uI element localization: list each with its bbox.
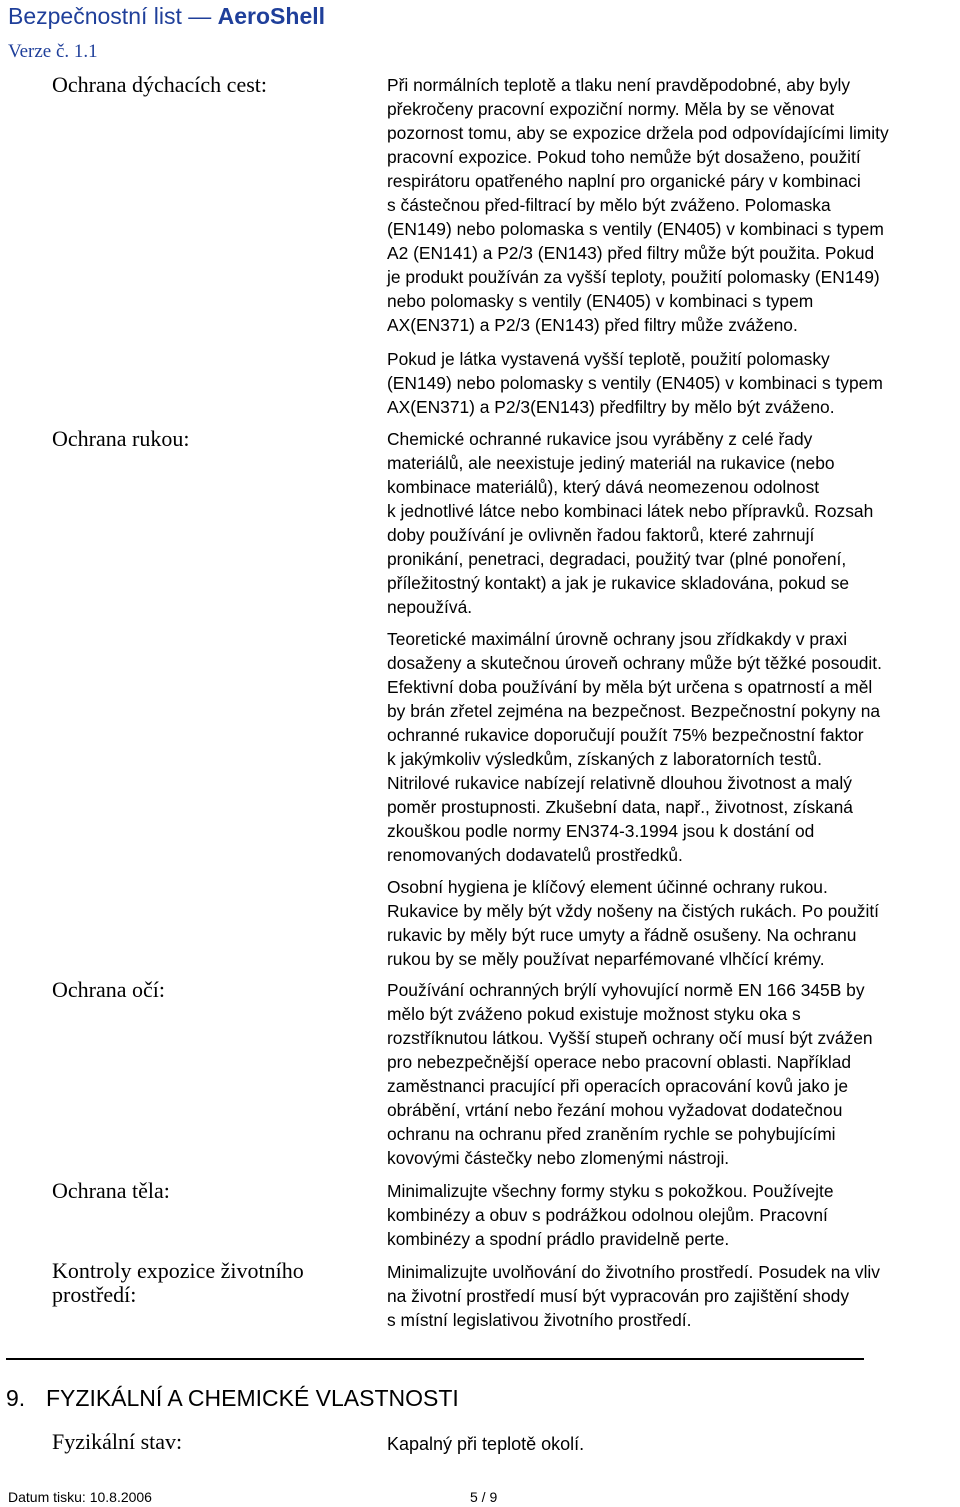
text-line: je produkt používán za vyšší teploty, použití polomasky (EN149) [387,267,880,287]
text-line: na životní prostředí musí být vypracován pro zajištění shody [387,1286,850,1306]
text-line: překročeny pracovní expoziční normy. Měla by se věnovat [387,99,835,119]
text-line: AX(EN371) a P2/3(EN143) předfiltry by mělo být zváženo. [387,397,835,417]
text-line: Minimalizujte uvolňování do životního prostředí. Posudek na vliv [387,1262,880,1282]
text-line: doby používání je ovlivněn řadou faktorů, které zahrnují [387,525,815,545]
text-line: rukavic by měly být ruce umyty a řádně osušeny. Na ochranu [387,925,857,945]
text-line: dosaženy a skutečnou úroveň ochrany může být těžké posoudit. [387,653,882,673]
section-number: 9. [6,1385,26,1411]
section-divider [6,1358,864,1360]
text-line: příležitostný kontakt) a jak je rukavice skladována, pokud se [387,573,850,593]
text-line: pozornost tomu, aby se expozice držela pod odpovídajícími limity [387,123,889,143]
text-line: zkouškou podle normy EN374-3.1994 jsou k dostání od [387,821,815,841]
text-line: pracovní expozice. Pokud toho nemůže být dosaženo, použití [387,147,861,167]
text-line: k jednotlivé látce nebo kombinaci látek nebo přípravků. Rozsah [387,501,874,521]
text-line: Osobní hygiena je klíčový element účinné ochrany rukou. [387,877,828,897]
section-title: FYZIKÁLNÍ A CHEMICKÉ VLASTNOSTI [46,1385,459,1411]
hand-protection-label: Ochrana rukou: [52,426,190,451]
page-number: 5 / 9 [470,1489,498,1505]
section-9-heading [6,1384,459,1412]
text-line: rukou by se měly používat neparfémované vlhčící krémy. [387,949,825,969]
hand-protection-text [387,427,959,619]
physical-state-value: Kapalný při teplotě okolí. [387,1434,585,1454]
environmental-controls-text [387,1260,959,1332]
label-line: prostředí: [52,1282,137,1307]
text-line: Používání ochranných brýlí vyhovující normě EN 166 345B by [387,980,865,1000]
respiratory-paragraph-1 [387,73,959,337]
text-line: (EN149) nebo polomaska s ventily (EN405) v kombinaci s typem [387,219,884,239]
text-line: Nitrilové rukavice nabízejí relativně dlouhou životnost a malý [387,773,852,793]
respiratory-protection-text-2 [387,347,959,419]
hand-protection-text-3 [387,875,959,971]
body-protection-text [387,1179,959,1251]
text-line: s částečnou před-filtrací by mělo být zváženo. Polomaska [387,195,831,215]
text-line: kombinézy a obuv s podrážkou odolnou olejům. Pracovní [387,1205,828,1225]
respiratory-protection-label: Ochrana dýchacích cest: [52,72,267,97]
text-line: Teoretické maximální úrovně ochrany jsou zřídkakdy v praxi [387,629,848,649]
text-line: AX(EN371) a P2/3 (EN143) před filtry může zváženo. [387,315,798,335]
eye-protection-label: Ochrana očí: [52,977,165,1002]
text-line: rozstříknutou látkou. Vyšší stupeň ochrany očí musí být zvážen [387,1028,873,1048]
text-line: obrábění, vrtání nebo řezání mohou vyžadovat dodatečnou [387,1100,843,1120]
brand-name: AeroShell [217,3,326,29]
text-line: nepoužívá. [387,597,473,617]
text-line: kovovými částečky nebo zlomenými nástroji. [387,1148,730,1168]
text-line: pronikání, penetraci, degradaci, použitý tvar (plné ponoření, [387,549,847,569]
respiratory-protection-text [387,73,959,337]
text-line: nebo polomasky s ventily (EN405) v kombinaci s typem [387,291,814,311]
text-line: Minimalizujte všechny formy styku s pokožkou. Používejte [387,1181,834,1201]
document-title [8,3,325,29]
environment-paragraph-1 [387,1260,959,1332]
environmental-controls-label [52,1259,362,1307]
hand-protection-text-2 [387,627,959,867]
text-line: Rukavice by měly být vždy nošeny na čistých rukách. Po použití [387,901,879,921]
hands-paragraph-1 [387,427,959,619]
body-protection-label: Ochrana těla: [52,1178,170,1203]
text-line: Při normálních teplotě a tlaku není pravděpodobné, aby byly [387,75,851,95]
print-date: Datum tisku: 10.8.2006 [8,1489,152,1505]
hands-paragraph-3 [387,875,959,971]
text-line: Efektivní doba používání by měla být určena s opatrností a měl [387,677,873,697]
text-line: zaměstnanci pracující při operacích opracování kovů jako je [387,1076,849,1096]
text-line: renomovaných dodavatelů prostředků. [387,845,683,865]
label-line: Kontroly expozice životního [52,1258,304,1283]
eyes-paragraph-1 [387,978,959,1170]
text-line: Chemické ochranné rukavice jsou vyráběny z celé řady [387,429,813,449]
hands-paragraph-2 [387,627,959,867]
text-line: mělo být zváženo pokud existuje možnost styku oka s [387,1004,801,1024]
text-line: kombinace materiálů), který dává neomezenou odolnost [387,477,820,497]
document-version: Verze č. 1.1 [8,41,98,62]
respiratory-paragraph-2 [387,347,959,419]
document-title-prefix: Bezpečnostní list — [8,3,218,29]
text-line: pro nebezpečnější operace nebo pracovní oblasti. Například [387,1052,852,1072]
text-line: Pokud je látka vystavená vyšší teplotě, použití polomasky [387,349,830,369]
physical-state-label: Fyzikální stav: [52,1429,183,1454]
eye-protection-text [387,978,959,1170]
text-line: s místní legislativou životního prostředí. [387,1310,692,1330]
text-line: (EN149) nebo polomasky s ventily (EN405) v kombinaci s typem [387,373,883,393]
text-line: by brán zřetel zejména na bezpečnost. Bezpečnostní pokyny na [387,701,881,721]
body-paragraph-1 [387,1179,959,1251]
text-line: ochranu na ochranu před zraněním rychle se pohybujícími [387,1124,836,1144]
text-line: poměr prostupnosti. Zkušební data, např., životnost, získaná [387,797,853,817]
text-line: ochranné rukavice doporučují použít 75% bezpečnostní faktor [387,725,864,745]
text-line: k jakýmkoliv výsledkům, získaných z laboratorních testů. [387,749,822,769]
text-line: kombinézy a spodní prádlo pravidelně perte. [387,1229,730,1249]
text-line: respirátoru opatřeného naplní pro organické páry v kombinaci [387,171,861,191]
text-line: materiálů, ale neexistuje jediný materiál na rukavice (nebo [387,453,835,473]
text-line: A2 (EN141) a P2/3 (EN143) před filtry může být použita. Pokud [387,243,875,263]
